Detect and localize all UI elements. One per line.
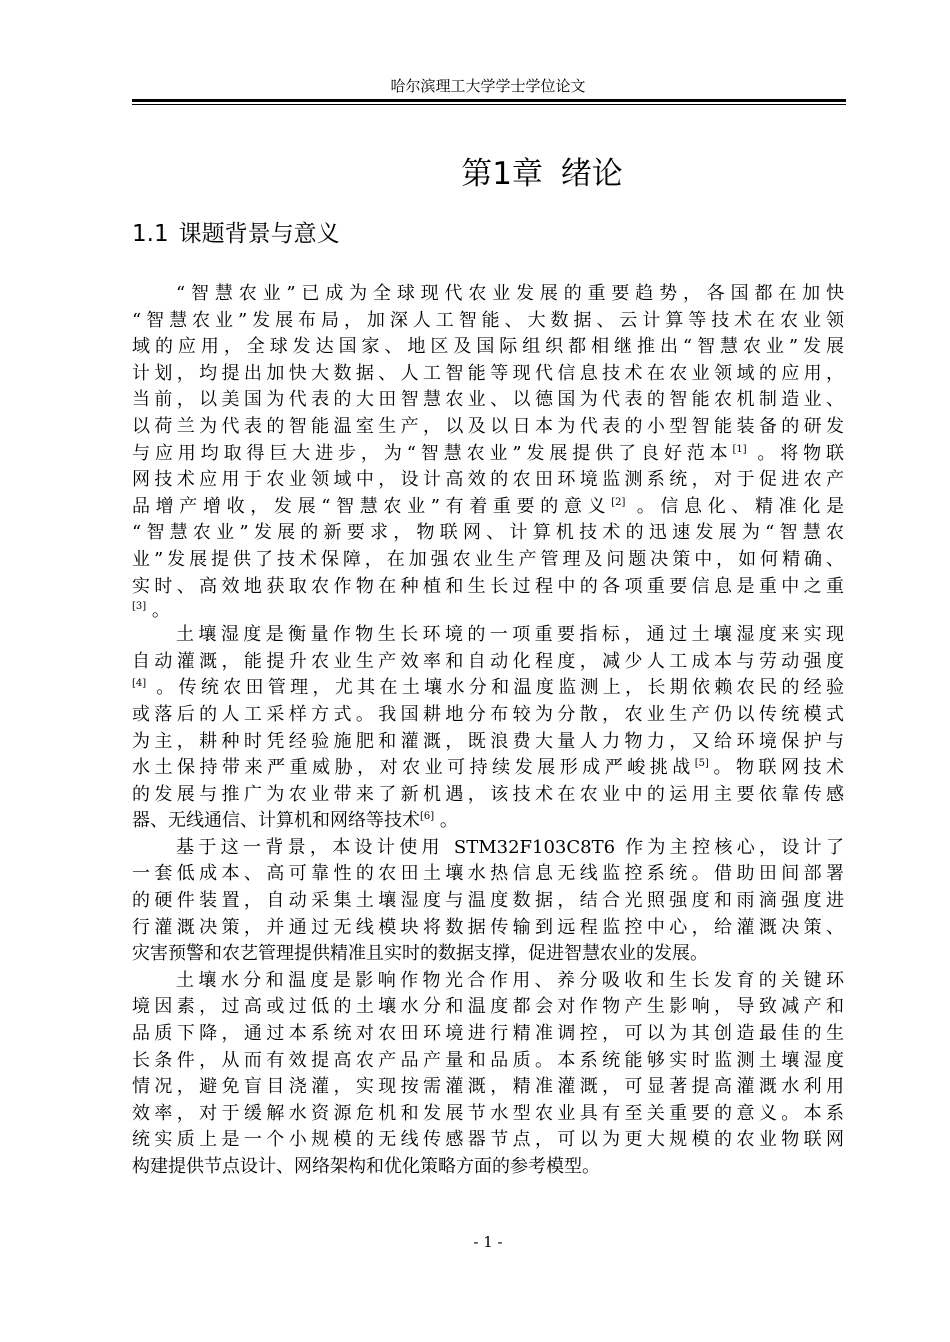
text-line [132,494,844,521]
citation-4: [4] [132,678,147,690]
text-line: 品质下降，通过本系统对农田环境进行精准调控，可以为其创造最佳的生 [132,1023,844,1045]
text-line: 效率，对于缓解水资源危机和发展节水型农业具有至关重要的意义。本系 [132,1102,844,1124]
text-line: 构建提供节点设计、网络架构和优化策略方面的参考模型。 [132,1156,600,1177]
chapter-label: 第1章 [461,156,543,192]
text-line: 土壤湿度是衡量作物生长环境的一项重要指标，通过土壤湿度来实现 [176,624,844,646]
text-line: 境因素，过高或过低的土壤水分和温度都会对作物产生影响，导致减产和 [132,996,844,1018]
text-line: “智慧农业”发展布局，加深人工智能、大数据、云计算等技术在农业领 [132,309,844,331]
paragraph-4 [132,968,844,1181]
citation-1: [1] [732,443,747,455]
text-line [132,675,844,702]
text-line: 长条件，从而有效提高农产品产量和品质。本系统能够实时监测土壤湿度 [132,1049,844,1071]
text-segment: 。物联网技术 [708,757,844,779]
text-segment: 水土保持带来严重威胁，对农业可持续发展形成严峻挑战 [132,757,695,779]
header-rule-thin [132,104,846,105]
text-line: 或落后的人工采样方式。我国耕地分布较为分散，农业生产仍以传统模式 [132,703,844,725]
text-segment: 。信息化、精准化是 [636,495,844,517]
text-line: 为主，耕种时凭经验施肥和灌溉，既浪费大量人力物力，又给环境保护与 [132,730,844,752]
paragraph-3 [132,835,844,968]
text-line: 域的应用，全球发达国家、地区及国际组织都相继推出“智慧农业”发展 [132,336,844,358]
citation-2: [2] [611,496,626,508]
text-line: 行灌溉决策，并通过无线模块将数据传输到远程监控中心，给灌溉决策、 [132,916,844,938]
page-number: - 1 - [473,1233,503,1251]
text-line: “智慧农业”发展的新要求，物联网、计算机技术的迅速发展为“智慧农 [132,522,844,544]
text-line: 网技术应用于农业领域中，设计高效的农田环境监测系统，对于促进农产 [132,469,844,491]
paragraph-2 [132,622,844,835]
text-line [132,808,844,835]
text-line: 的发展与推广为农业带来了新机遇，该技术在农业中的运用主要依靠传感 [132,783,844,805]
body-text [132,281,844,1181]
text-segment: 。将物联 [757,442,844,464]
text-segment: 与应用均取得巨大进步，为“智慧农业”发展提供了良好范本 [132,442,733,464]
section-number: 1.1 [132,221,169,247]
text-line: 自动灌溉，能提升农业生产效率和自动化程度，减少人工成本与劳动强度 [132,650,844,672]
text-line: 实时、高效地获取农作物在种植和生长过程中的各项重要信息是重中之重 [132,575,844,597]
text-line: 情况，避免盲目浇灌，实现按需灌溉，精准灌溉，可显著提高灌溉水利用 [132,1076,844,1098]
text-line: 一套低成本、高可靠性的农田土壤水热信息无线监控系统。借助田间部署 [132,863,844,885]
text-line: 计划，均提出加快大数据、人工智能等现代信息技术在农业领域的应用， [132,362,844,384]
text-line [132,755,844,782]
text-segment: 。 [151,600,170,622]
section-title [132,216,340,252]
text-segment: 。传统农田管理，尤其在土壤水分和温度监测上，长期依赖农民的经验 [156,677,844,699]
text-line: 以荷兰为代表的智能温室生产，以及以日本为代表的小型智能装备的研发 [132,415,844,437]
text-line: 灾害预警和农艺管理提供精准且实时的数据支撑，促进智慧农业的发展。 [132,943,708,965]
text-line: 基于这一背景，本设计使用 STM32F103C8T6 作为主控核心，设计了 [176,836,844,858]
text-line [132,441,844,468]
text-segment: 品增产增收，发展“智慧农业”有着重要的意义 [132,495,612,517]
citation-6: [6] [420,811,435,823]
citation-5: [5] [694,758,709,770]
text-line: 土壤水分和温度是影响作物光合作用、养分吸收和生长发育的关键环 [176,969,844,991]
text-segment: 器、无线通信、计算机和网络等技术 [132,810,420,832]
section-name: 课题背景与意义 [178,221,340,247]
text-line: 业”发展提供了技术保障，在加强农业生产管理及问题决策中，如何精确、 [132,548,844,570]
text-line: 的硬件装置，自动采集土壤湿度与温度数据，结合光照强度和雨滴强度进 [132,890,844,912]
chapter-name: 绪论 [560,156,623,192]
text-line: 当前，以美国为代表的大田智慧农业、以德国为代表的智能农机制造业、 [132,389,844,411]
text-line: 统实质上是一个小规模的无线传感器节点，可以为更大规模的农业物联网 [132,1129,844,1151]
citation-3: [3] [132,601,147,613]
text-line [132,600,844,622]
text-segment: 。 [439,810,458,832]
paragraph-1 [132,281,844,622]
text-line: “智慧农业”已成为全球现代农业发展的重要趋势，各国都在加快 [176,283,844,304]
header-rule-thick [132,99,846,102]
chapter-title [132,152,950,196]
running-header: 哈尔滨理工大学学士学位论文 [390,77,586,95]
